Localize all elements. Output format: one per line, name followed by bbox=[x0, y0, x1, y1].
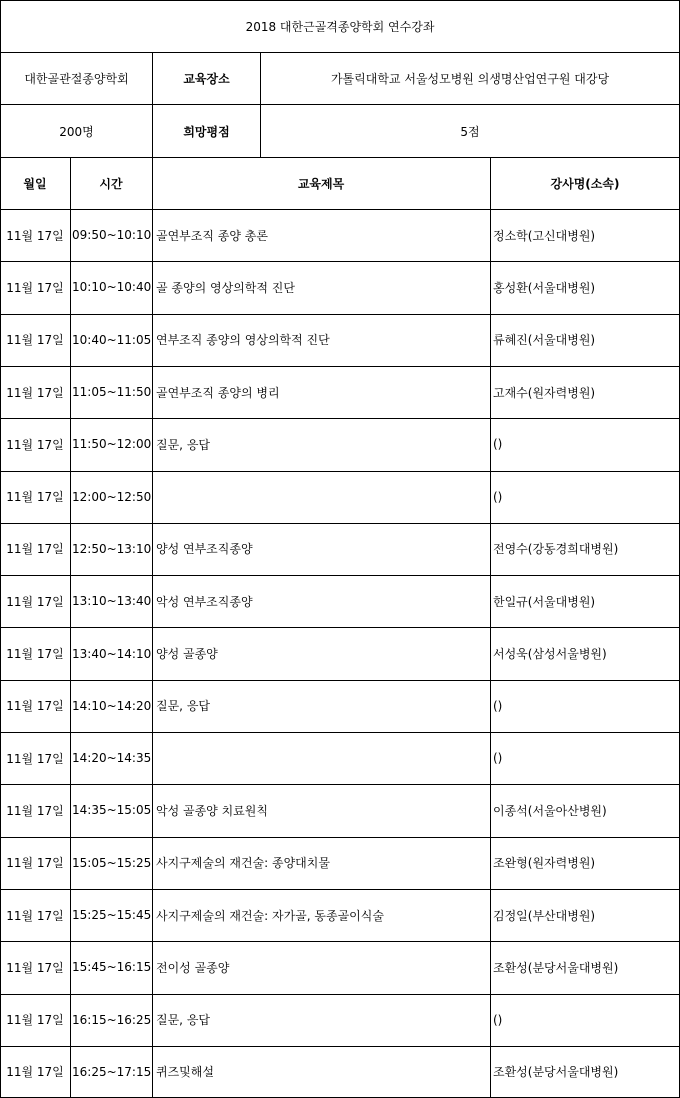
row-time: 10:10~10:40 bbox=[72, 280, 152, 295]
table-divider bbox=[490, 157, 491, 1098]
row-date: 11월 17일 bbox=[6, 856, 64, 871]
table-divider bbox=[0, 837, 680, 838]
row-speaker: 서성욱(삼성서울병원) bbox=[493, 647, 607, 662]
table-divider bbox=[152, 157, 153, 1098]
row-date: 11월 17일 bbox=[6, 594, 64, 609]
row-title: 퀴즈및해설 bbox=[156, 1065, 214, 1080]
row-title: 질문, 응답 bbox=[156, 699, 210, 714]
row-date: 11월 17일 bbox=[6, 960, 64, 975]
row-date: 11월 17일 bbox=[6, 280, 64, 295]
score-value: 5점 bbox=[260, 104, 680, 158]
row-title: 골연부조직 종양 총론 bbox=[156, 228, 268, 243]
row-time: 15:45~16:15 bbox=[72, 960, 152, 975]
row-time: 12:00~12:50 bbox=[72, 489, 152, 504]
row-date: 11월 17일 bbox=[6, 1065, 64, 1080]
course-title: 2018 대한근골격종양학회 연수강좌 bbox=[0, 0, 680, 53]
row-speaker: 조환성(분당서울대병원) bbox=[493, 1065, 619, 1080]
row-title: 양성 연부조직종양 bbox=[156, 542, 253, 557]
table-divider bbox=[0, 680, 680, 681]
table-divider bbox=[0, 575, 680, 576]
row-time: 15:25~15:45 bbox=[72, 908, 152, 923]
row-date: 11월 17일 bbox=[6, 1013, 64, 1028]
table-divider bbox=[0, 157, 680, 158]
row-time: 14:20~14:35 bbox=[72, 751, 152, 766]
row-speaker: 홍성환(서울대병원) bbox=[493, 280, 596, 295]
row-time: 09:50~10:10 bbox=[72, 228, 152, 243]
table-divider bbox=[0, 209, 680, 210]
table-divider bbox=[0, 732, 680, 733]
organizer-cell: 대한골관절종양학회 bbox=[0, 52, 153, 105]
row-date: 11월 17일 bbox=[6, 228, 64, 243]
table-divider bbox=[0, 261, 680, 262]
row-title: 연부조직 종양의 영상의학적 진단 bbox=[156, 333, 330, 348]
table-divider bbox=[0, 314, 680, 315]
row-time: 16:15~16:25 bbox=[72, 1012, 152, 1027]
row-date: 11월 17일 bbox=[6, 333, 64, 348]
row-title: 악성 연부조직종양 bbox=[156, 594, 253, 609]
row-title: 질문, 응답 bbox=[156, 1013, 210, 1028]
row-title bbox=[152, 471, 490, 523]
score-label: 희망평점 bbox=[152, 104, 261, 158]
row-time: 13:40~14:10 bbox=[72, 646, 152, 661]
table-divider bbox=[0, 627, 680, 628]
row-time: 13:10~13:40 bbox=[72, 594, 152, 609]
row-time: 14:35~15:05 bbox=[72, 803, 152, 818]
row-speaker: 조완형(원자력병원) bbox=[493, 856, 596, 871]
table-divider bbox=[0, 941, 680, 942]
row-time: 16:25~17:15 bbox=[72, 1064, 152, 1079]
table-divider bbox=[0, 784, 680, 785]
row-speaker: 정소학(고신대병원) bbox=[493, 228, 596, 243]
table-divider bbox=[0, 366, 680, 367]
row-speaker: 류혜진(서울대병원) bbox=[493, 333, 596, 348]
row-speaker: () bbox=[493, 437, 503, 452]
row-title: 사지구제술의 재건술: 자가골, 동종골이식술 bbox=[156, 908, 384, 923]
row-time: 11:05~11:50 bbox=[72, 385, 152, 400]
row-title: 골 종양의 영상의학적 진단 bbox=[156, 280, 295, 295]
capacity-cell: 200명 bbox=[0, 104, 153, 158]
column-header-speaker: 강사명(소속) bbox=[550, 176, 620, 191]
table-divider bbox=[0, 1046, 680, 1047]
row-speaker: 김정일(부산대병원) bbox=[493, 908, 596, 923]
row-date: 11월 17일 bbox=[6, 908, 64, 923]
table-divider bbox=[0, 471, 680, 472]
row-time: 14:10~14:20 bbox=[72, 698, 152, 713]
row-speaker: () bbox=[493, 698, 503, 713]
venue-value: 가톨릭대학교 서울성모병원 의생명산업연구원 대강당 bbox=[260, 52, 680, 105]
row-title: 양성 골종양 bbox=[156, 647, 218, 662]
row-title: 전이성 골종양 bbox=[156, 960, 230, 975]
row-title: 사지구제술의 재건술: 종양대치물 bbox=[156, 856, 330, 871]
table-divider bbox=[0, 994, 680, 995]
row-time: 12:50~13:10 bbox=[72, 541, 152, 556]
row-title: 악성 골종양 치료원칙 bbox=[156, 803, 268, 818]
column-header-date: 월일 bbox=[23, 176, 47, 191]
row-date: 11월 17일 bbox=[6, 647, 64, 662]
row-time: 11:50~12:00 bbox=[72, 437, 152, 452]
table-divider bbox=[70, 157, 71, 1098]
table-divider bbox=[0, 889, 680, 890]
row-speaker: () bbox=[493, 751, 503, 766]
row-date: 11월 17일 bbox=[6, 490, 64, 505]
row-date: 11월 17일 bbox=[6, 542, 64, 557]
row-time: 15:05~15:25 bbox=[72, 855, 152, 870]
row-date: 11월 17일 bbox=[6, 803, 64, 818]
row-date: 11월 17일 bbox=[6, 385, 64, 400]
venue-label: 교육장소 bbox=[152, 52, 261, 105]
row-title: 질문, 응답 bbox=[156, 437, 210, 452]
row-speaker: 한일규(서울대병원) bbox=[493, 594, 596, 609]
table-divider bbox=[0, 157, 1, 1098]
row-speaker: 전영수(강동경희대병원) bbox=[493, 542, 619, 557]
column-header-time: 시간 bbox=[99, 176, 123, 191]
row-title bbox=[152, 732, 490, 784]
row-date: 11월 17일 bbox=[6, 437, 64, 452]
row-speaker: () bbox=[493, 489, 503, 504]
row-speaker: () bbox=[493, 1012, 503, 1027]
row-date: 11월 17일 bbox=[6, 751, 64, 766]
row-title: 골연부조직 종양의 병리 bbox=[156, 385, 280, 400]
row-speaker: 조환성(분당서울대병원) bbox=[493, 960, 619, 975]
row-speaker: 고재수(원자력병원) bbox=[493, 385, 596, 400]
column-header-title: 교육제목 bbox=[297, 176, 345, 191]
row-date: 11월 17일 bbox=[6, 699, 64, 714]
table-divider bbox=[0, 418, 680, 419]
row-time: 10:40~11:05 bbox=[72, 332, 152, 347]
row-speaker: 이종석(서울아산병원) bbox=[493, 803, 607, 818]
table-divider bbox=[0, 523, 680, 524]
